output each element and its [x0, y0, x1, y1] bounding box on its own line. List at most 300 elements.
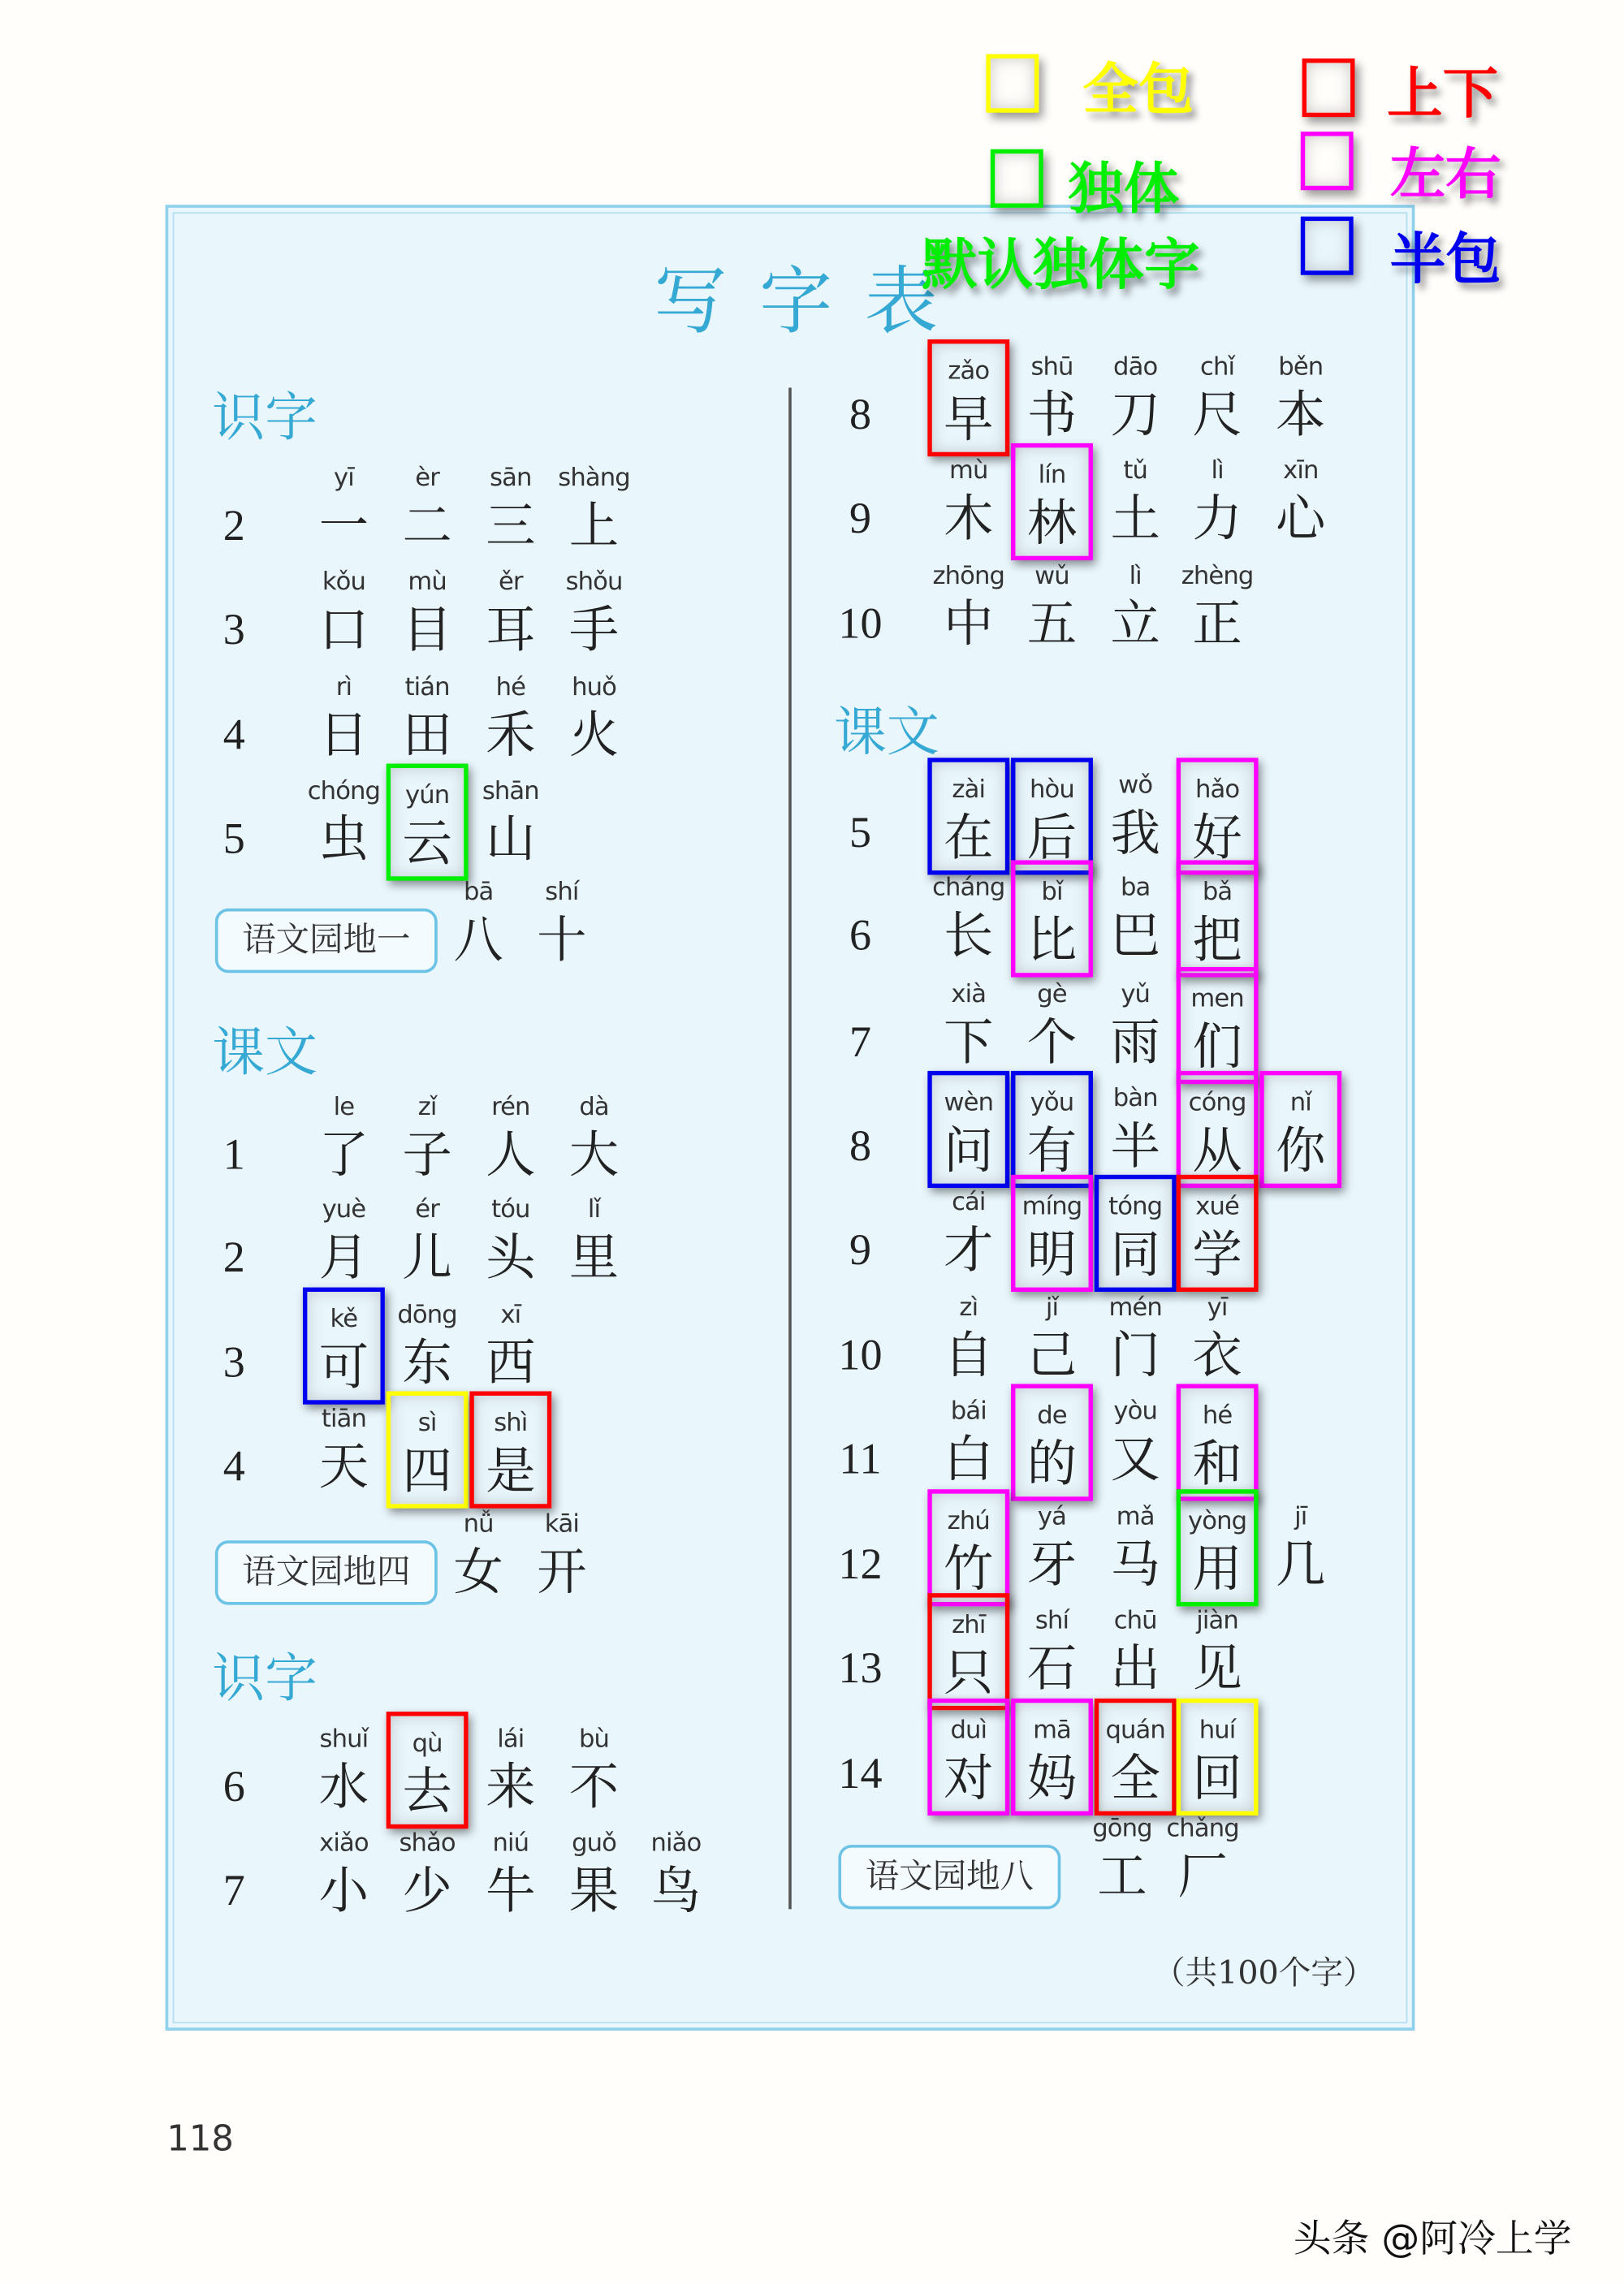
character: 本	[1276, 386, 1326, 445]
pinyin: huǒ	[572, 672, 616, 702]
character-cell	[1259, 1489, 1341, 1606]
character-cell	[387, 555, 469, 671]
character: 书	[1026, 386, 1078, 445]
character-cell	[1095, 1071, 1177, 1188]
pinyin: lì	[1129, 561, 1142, 591]
character-cell-left-right	[1011, 1384, 1093, 1501]
pinyin: tián	[404, 672, 450, 702]
pinyin: chǎng	[1166, 1814, 1239, 1844]
lesson-number: 9	[849, 1225, 871, 1275]
character: 女	[453, 1543, 503, 1602]
pinyin: ěr	[498, 568, 523, 598]
character-cell-left-right	[1177, 1384, 1259, 1501]
legend-box-left-right	[1301, 132, 1354, 190]
character: 虫	[318, 810, 369, 870]
lesson-number: 3	[222, 1338, 245, 1388]
section-heading: 识字	[212, 1649, 318, 1710]
pinyin: le	[333, 1092, 355, 1122]
pinyin: gōng	[1092, 1814, 1152, 1844]
pinyin: wǔ	[1034, 561, 1069, 591]
character-cell-left-right	[1011, 1699, 1093, 1816]
pinyin: shì	[494, 1409, 528, 1439]
character: 果	[568, 1862, 620, 1921]
legend-box-full-enclose	[986, 54, 1039, 113]
character: 学	[1192, 1225, 1242, 1284]
character-cell	[553, 1080, 635, 1197]
character: 全	[1110, 1749, 1160, 1809]
character: 几	[1276, 1535, 1326, 1595]
legend-label-single: 独体	[1068, 156, 1180, 222]
pinyin: lì	[1211, 456, 1224, 486]
character-cell	[927, 1384, 1009, 1501]
character-cell-left-right	[1177, 758, 1259, 874]
legend-box-top-bottom	[1302, 58, 1355, 117]
character: 土	[1110, 490, 1160, 549]
character: 头	[486, 1228, 536, 1288]
character-cell-half-enclose	[303, 1288, 385, 1405]
pinyin: xiǎo	[319, 1828, 369, 1859]
pinyin: zì	[959, 1293, 978, 1323]
character: 人	[486, 1126, 536, 1185]
pinyin: mù	[408, 568, 447, 598]
lesson-number: 7	[222, 1867, 245, 1915]
pinyin: yī	[1207, 1293, 1228, 1323]
legend-box-single	[991, 149, 1043, 208]
pinyin: bàn	[1112, 1084, 1158, 1114]
pinyin: yòng	[1188, 1506, 1247, 1536]
character-cell	[303, 1816, 385, 1932]
character: 正	[1192, 595, 1242, 654]
character-cell-full-enclose	[1177, 1699, 1259, 1816]
character: 东	[402, 1334, 452, 1393]
character: 和	[1192, 1435, 1242, 1494]
character: 我	[1110, 804, 1160, 864]
pinyin: yuè	[322, 1195, 366, 1225]
character-cell	[1095, 549, 1177, 666]
chinese-garden-label: 语文园地四	[215, 1540, 438, 1604]
pinyin: tóu	[491, 1195, 530, 1225]
character: 后	[1026, 809, 1078, 868]
character-cell	[469, 555, 551, 671]
character: 衣	[1192, 1327, 1242, 1386]
pinyin: lín	[1038, 460, 1066, 490]
pinyin: xià	[951, 980, 987, 1010]
lesson-number: 6	[222, 1763, 245, 1811]
character: 己	[1026, 1327, 1078, 1386]
character-cell	[1011, 1489, 1093, 1606]
character-cell	[1095, 860, 1177, 977]
character-cell-full-enclose	[387, 1392, 469, 1509]
character: 儿	[402, 1228, 452, 1288]
legend-box-half-enclose	[1301, 217, 1354, 275]
character: 少	[402, 1862, 452, 1921]
pinyin: zǎo	[948, 356, 990, 386]
pinyin: guǒ	[572, 1828, 616, 1859]
pinyin: ér	[415, 1195, 439, 1225]
pinyin: tóng	[1108, 1192, 1163, 1222]
character-cell	[1259, 339, 1341, 456]
character-cell	[635, 1816, 717, 1932]
character: 长	[944, 907, 994, 966]
character-cell	[553, 1712, 635, 1828]
pinyin: yī	[333, 464, 354, 494]
pinyin: chū	[1113, 1606, 1157, 1636]
section-heading: 课文	[834, 702, 939, 763]
pinyin: hé	[1202, 1401, 1233, 1431]
character-cell	[1177, 443, 1259, 560]
pinyin: běn	[1278, 352, 1324, 382]
character: 天	[318, 1438, 369, 1497]
character-cell-single	[387, 764, 469, 881]
character: 把	[1192, 911, 1242, 970]
lesson-number: 14	[838, 1749, 883, 1798]
lesson-number: 8	[849, 391, 871, 439]
pinyin: shǒu	[565, 568, 623, 598]
pinyin: wèn	[944, 1088, 994, 1118]
chinese-garden-label: 语文园地八	[838, 1845, 1060, 1909]
lesson-number: 3	[222, 605, 245, 654]
character: 马	[1110, 1535, 1160, 1595]
pinyin: hǎo	[1194, 775, 1240, 805]
pinyin: huí	[1199, 1716, 1236, 1746]
character: 口	[318, 601, 369, 660]
pinyin: zhōng	[932, 561, 1005, 591]
lesson-number: 4	[222, 1442, 245, 1492]
character-cell-half-enclose	[1011, 1071, 1093, 1188]
pinyin: mā	[1033, 1716, 1071, 1746]
character: 里	[568, 1228, 620, 1288]
pinyin: kǒu	[322, 568, 366, 598]
character: 工	[1097, 1847, 1147, 1906]
character-cell	[387, 1816, 469, 1932]
character-cell-top-bottom	[469, 1392, 551, 1509]
character: 白	[944, 1431, 994, 1490]
character: 的	[1026, 1435, 1078, 1494]
character-cell	[1177, 1593, 1259, 1710]
legend-default-single-note: 默认独体字	[922, 232, 1200, 297]
character: 八	[453, 911, 503, 970]
section-heading: 课文	[212, 1023, 318, 1084]
lesson-number: 1	[222, 1130, 245, 1180]
character: 禾	[486, 706, 536, 766]
character-cell	[1177, 549, 1259, 666]
lesson-number: 6	[849, 911, 871, 960]
pinyin: sì	[417, 1409, 437, 1439]
character-cell-half-enclose	[1011, 758, 1093, 874]
character: 开	[537, 1543, 587, 1602]
character-cell-left-right	[1011, 1175, 1093, 1292]
pinyin: nǐ	[1289, 1088, 1311, 1118]
pinyin: cái	[952, 1188, 986, 1218]
pinyin: yǒu	[1030, 1088, 1074, 1118]
character-cell	[553, 1816, 635, 1932]
character-cell	[1011, 549, 1093, 666]
character: 子	[402, 1126, 452, 1185]
character: 十	[537, 911, 587, 970]
character-cell	[553, 451, 635, 568]
pinyin: sān	[490, 464, 532, 494]
pinyin: yòu	[1113, 1397, 1157, 1427]
character-cell	[553, 1182, 635, 1299]
pinyin: men	[1190, 984, 1244, 1014]
pinyin: lǐ	[587, 1195, 601, 1225]
pinyin: cóng	[1188, 1088, 1246, 1118]
character-cell-top-bottom	[387, 1712, 469, 1828]
character-cell	[1162, 1801, 1244, 1918]
pinyin: wǒ	[1118, 771, 1153, 801]
character-cell-single	[1177, 1489, 1259, 1606]
character: 山	[486, 810, 536, 870]
pinyin: kě	[330, 1305, 358, 1335]
pinyin: xué	[1195, 1192, 1239, 1222]
page-number: 118	[166, 2118, 234, 2160]
character-cell	[303, 1392, 385, 1509]
character-cell	[469, 1182, 551, 1299]
character-cell	[303, 1080, 385, 1197]
character: 对	[944, 1749, 994, 1809]
character: 又	[1110, 1431, 1160, 1490]
pinyin: gè	[1037, 980, 1067, 1010]
character: 自	[944, 1327, 994, 1386]
pinyin: shǎo	[399, 1828, 456, 1859]
pinyin: rì	[335, 672, 352, 702]
character: 比	[1026, 911, 1078, 970]
pinyin: zhú	[947, 1506, 990, 1536]
character-cell	[553, 555, 635, 671]
pinyin: hé	[495, 672, 526, 702]
character: 个	[1026, 1013, 1078, 1073]
lesson-number: 2	[222, 1233, 245, 1282]
character-cell-left-right	[1011, 860, 1093, 977]
pinyin: jǐ	[1045, 1293, 1059, 1323]
character-cell	[520, 1496, 603, 1613]
pinyin: shuǐ	[319, 1725, 369, 1755]
character-cell-left-right	[1011, 443, 1093, 560]
character: 问	[944, 1121, 994, 1181]
pinyin: zài	[952, 775, 986, 805]
character-cell-left-right	[1177, 860, 1259, 977]
character: 上	[568, 497, 620, 556]
character-cell	[469, 451, 551, 568]
character: 下	[944, 1013, 994, 1073]
character: 西	[486, 1334, 536, 1393]
lesson-number: 11	[839, 1435, 882, 1484]
character: 早	[944, 391, 994, 450]
pinyin: shū	[1030, 352, 1073, 382]
pinyin: shān	[482, 776, 539, 806]
character: 目	[402, 601, 452, 660]
lesson-number: 5	[849, 809, 871, 857]
chinese-garden-label: 语文园地一	[215, 909, 438, 973]
pinyin: niú	[492, 1828, 529, 1859]
pinyin: xīn	[1283, 456, 1319, 486]
character: 们	[1192, 1018, 1242, 1077]
character-cell-left-right	[1259, 1071, 1341, 1188]
character: 有	[1026, 1121, 1078, 1181]
character: 林	[1026, 494, 1078, 554]
character: 牙	[1026, 1535, 1078, 1595]
lesson-number: 10	[838, 1331, 883, 1380]
section-heading: 识字	[212, 388, 318, 449]
character-cell	[1259, 443, 1341, 560]
character: 巴	[1110, 907, 1160, 966]
character: 见	[1192, 1639, 1242, 1699]
character: 在	[944, 809, 994, 868]
pinyin: qù	[412, 1729, 443, 1759]
character: 刀	[1110, 386, 1160, 445]
character: 二	[402, 497, 452, 556]
character: 雨	[1110, 1013, 1160, 1073]
pinyin: yún	[404, 781, 450, 811]
character: 来	[486, 1758, 536, 1817]
character-cell	[469, 660, 551, 777]
pinyin: bā	[463, 878, 494, 908]
character: 是	[486, 1442, 536, 1501]
character-cell-top-bottom	[927, 339, 1009, 456]
character-cell	[387, 1288, 469, 1405]
pinyin: rén	[491, 1092, 530, 1122]
character: 用	[1192, 1540, 1242, 1600]
character: 云	[402, 814, 452, 874]
character: 才	[944, 1221, 994, 1280]
character-cell	[927, 443, 1009, 560]
character: 小	[318, 1862, 369, 1921]
pinyin: zhèng	[1181, 561, 1254, 591]
column-divider	[788, 387, 792, 1909]
character-cell	[438, 865, 520, 982]
character: 回	[1192, 1749, 1242, 1809]
pinyin: bǐ	[1041, 878, 1063, 908]
pinyin: niǎo	[650, 1828, 702, 1859]
character: 火	[568, 706, 620, 766]
pinyin: chóng	[307, 776, 381, 806]
character-cell	[927, 1280, 1009, 1397]
character: 可	[318, 1338, 369, 1397]
lesson-number: 9	[849, 494, 871, 543]
character: 半	[1110, 1117, 1160, 1177]
character-cell-left-right	[927, 1699, 1009, 1816]
pinyin: dōng	[397, 1300, 457, 1330]
pinyin: nǚ	[463, 1509, 494, 1539]
character-cell	[303, 555, 385, 671]
character: 你	[1276, 1121, 1326, 1181]
pinyin: míng	[1021, 1192, 1082, 1222]
page-title: 写字表	[654, 258, 970, 344]
lesson-number: 12	[838, 1540, 883, 1589]
character-cell	[387, 451, 469, 568]
pinyin: chǐ	[1200, 352, 1235, 382]
character-cell	[1011, 1280, 1093, 1397]
total-count: （共100个字）	[1152, 1956, 1376, 1993]
character: 力	[1192, 490, 1242, 549]
lesson-number: 4	[222, 710, 245, 760]
character-cell	[469, 1080, 551, 1197]
character: 月	[318, 1228, 369, 1288]
pinyin: kāi	[544, 1509, 580, 1539]
pinyin: shí	[1034, 1606, 1069, 1636]
character: 四	[402, 1442, 452, 1501]
character: 五	[1026, 595, 1078, 654]
character-cell-half-enclose	[1095, 1175, 1177, 1292]
character: 牛	[486, 1862, 536, 1921]
pinyin: bǎ	[1202, 878, 1233, 908]
lesson-number: 5	[222, 814, 245, 864]
character: 妈	[1026, 1749, 1078, 1809]
character-cell-top-bottom	[1177, 1175, 1259, 1292]
character-cell	[1095, 339, 1177, 456]
legend-label-half-enclose: 半包	[1389, 227, 1501, 291]
character: 厂	[1177, 1847, 1228, 1906]
character: 同	[1110, 1225, 1160, 1284]
character-cell	[469, 1816, 551, 1932]
pinyin: zhī	[952, 1610, 986, 1640]
character: 竹	[944, 1540, 994, 1600]
character: 一	[318, 497, 369, 556]
character: 只	[944, 1644, 994, 1703]
pinyin: bù	[578, 1725, 610, 1755]
character-cell	[1095, 1489, 1177, 1606]
watermark: 头条 @阿冷上学	[1293, 2217, 1572, 2262]
character-cell	[469, 1288, 551, 1405]
lesson-number: 10	[838, 599, 883, 649]
character-cell	[469, 764, 551, 881]
character: 大	[568, 1126, 620, 1185]
pinyin: jī	[1294, 1502, 1307, 1532]
character: 耳	[486, 601, 536, 660]
character-cell	[1095, 443, 1177, 560]
pinyin: de	[1037, 1401, 1067, 1431]
character: 从	[1192, 1121, 1242, 1181]
pinyin: mén	[1108, 1293, 1162, 1323]
character: 三	[486, 497, 536, 556]
pinyin: dà	[579, 1092, 609, 1122]
character: 不	[568, 1758, 620, 1817]
lesson-number: 7	[849, 1018, 871, 1067]
legend-label-full-enclose: 全包	[1082, 57, 1194, 122]
pinyin: hòu	[1030, 775, 1074, 805]
character-cell	[553, 660, 635, 777]
character-cell	[303, 764, 385, 881]
lesson-number: 13	[838, 1644, 883, 1693]
character: 心	[1276, 490, 1326, 549]
character: 出	[1110, 1639, 1160, 1699]
pinyin: mù	[949, 456, 988, 486]
pinyin: duì	[950, 1716, 987, 1746]
character-cell	[927, 860, 1009, 977]
pinyin: quán	[1105, 1716, 1165, 1746]
character-cell	[303, 660, 385, 777]
lesson-number: 2	[222, 502, 245, 550]
pinyin: yǔ	[1121, 980, 1151, 1010]
character-cell-half-enclose	[927, 1071, 1009, 1188]
pinyin: èr	[415, 464, 439, 494]
character: 门	[1110, 1327, 1160, 1386]
character-cell-left-right	[1177, 1071, 1259, 1188]
character-cell	[438, 1496, 520, 1613]
pinyin: shàng	[558, 464, 630, 494]
pinyin: ba	[1120, 873, 1151, 903]
pinyin: yá	[1037, 1502, 1067, 1532]
character-cell	[1082, 1801, 1164, 1918]
character: 水	[318, 1758, 369, 1817]
pinyin: dāo	[1113, 352, 1158, 382]
character-cell	[1095, 1384, 1177, 1501]
pinyin: bái	[950, 1397, 987, 1427]
character-cell	[1177, 1280, 1259, 1397]
character-cell	[1095, 1593, 1177, 1710]
character-cell-half-enclose	[927, 758, 1009, 874]
character-cell	[927, 1175, 1009, 1292]
